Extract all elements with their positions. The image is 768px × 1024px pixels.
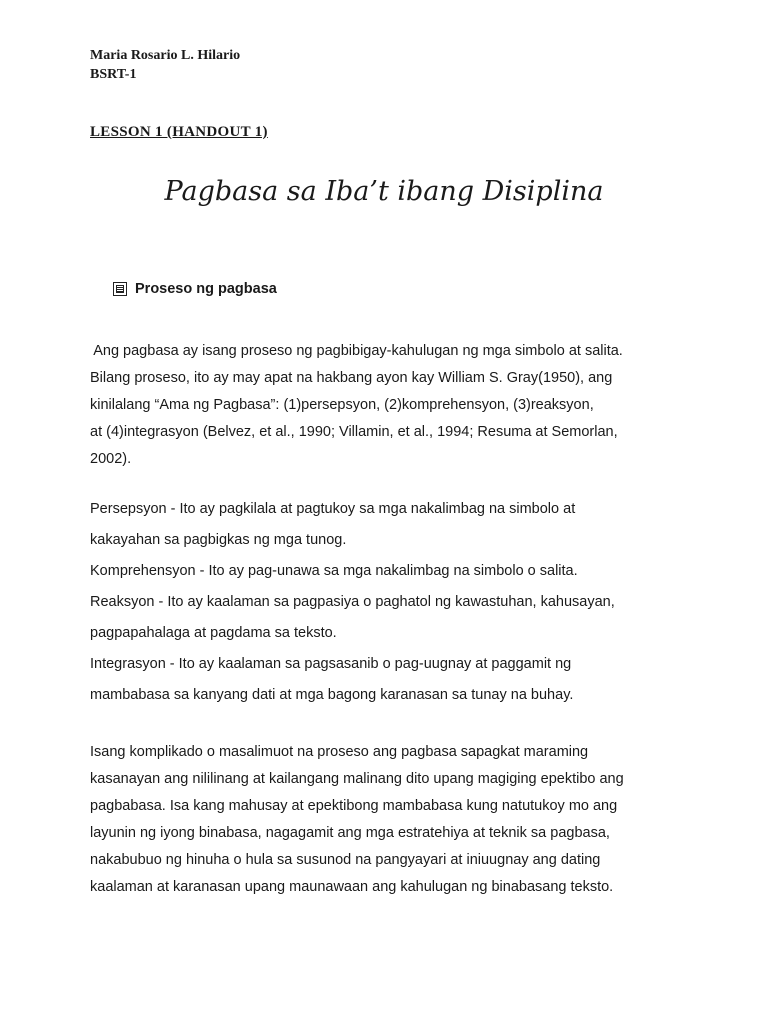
lesson-label: LESSON 1 (HANDOUT 1) [90, 124, 268, 140]
definition-line: kakayahan sa pagbigkas ng mga tunog. [90, 532, 347, 548]
definition-line: Komprehensyon - Ito ay pag-unawa sa mga nakalimbag na simbolo o salita. [90, 563, 578, 579]
closing-paragraph [90, 739, 680, 901]
paragraph-line: kasanayan ang nililinang at kailangang malinang dito upang magiging epektibo ang [90, 771, 624, 787]
section-heading-row [113, 281, 277, 297]
definition-line: pagpapahalaga at pagdama sa teksto. [90, 625, 337, 641]
paragraph-line: layunin ng iyong binabasa, nagagamit ang mga estratehiya at teknik sa pagbasa, [90, 825, 610, 841]
definition-line: Integrasyon - Ito ay kaalaman sa pagsasanib o pag-uugnay at paggamit ng [90, 656, 572, 672]
definitions-list [90, 496, 690, 713]
paragraph-line: Bilang proseso, ito ay may apat na hakbang ayon kay William S. Gray(1950), ang [90, 370, 613, 386]
paragraph-line: pagbabasa. Isa kang mahusay at epektibong mambabasa kung natutukoy mo ang [90, 798, 618, 814]
definition-line: mambabasa sa kanyang dati at mga bagong karanasan sa tunay na buhay. [90, 687, 574, 703]
paragraph-line: Isang komplikado o masalimuot na proseso ang pagbasa sapagkat maraming [90, 744, 589, 760]
definition-line: Persepsyon - Ito ay pagkilala at pagtukoy sa mga nakalimbag na simbolo at [90, 501, 576, 517]
paragraph-line: kinilalang “Ama ng Pagbasa”: (1)persepsyon, (2)komprehensyon, (3)reaksyon, [90, 397, 594, 413]
author-name: Maria Rosario L. Hilario [90, 48, 241, 63]
definition-line: Reaksyon - Ito ay kaalaman sa pagpasiya o paghatol ng kawastuhan, kahusayan, [90, 594, 615, 610]
paragraph-line: nakabubuo ng hinuha o hula sa susunod na pangyayari at iniuugnay ang dating [90, 852, 601, 868]
paragraph-line: 2002). [90, 451, 132, 467]
paragraph-line: Ang pagbasa ay isang proseso ng pagbibigay-kahulugan ng mga simbolo at salita. [90, 343, 623, 359]
paragraph-line: at (4)integrasyon (Belvez, et al., 1990; Villamin, et al., 1994; Resuma at Semorlan, [90, 424, 618, 440]
section-heading: Proseso ng pagbasa [135, 281, 277, 297]
page-title: Pagbasa sa Iba’t ibang Disiplina [164, 176, 604, 207]
square-bullet-icon [113, 282, 127, 296]
intro-paragraph [90, 338, 680, 473]
paragraph-line: kaalaman at karanasan upang maunawaan ang kahulugan ng binabasang teksto. [90, 879, 614, 895]
course-label: BSRT-1 [90, 67, 137, 82]
author-block [90, 46, 240, 84]
